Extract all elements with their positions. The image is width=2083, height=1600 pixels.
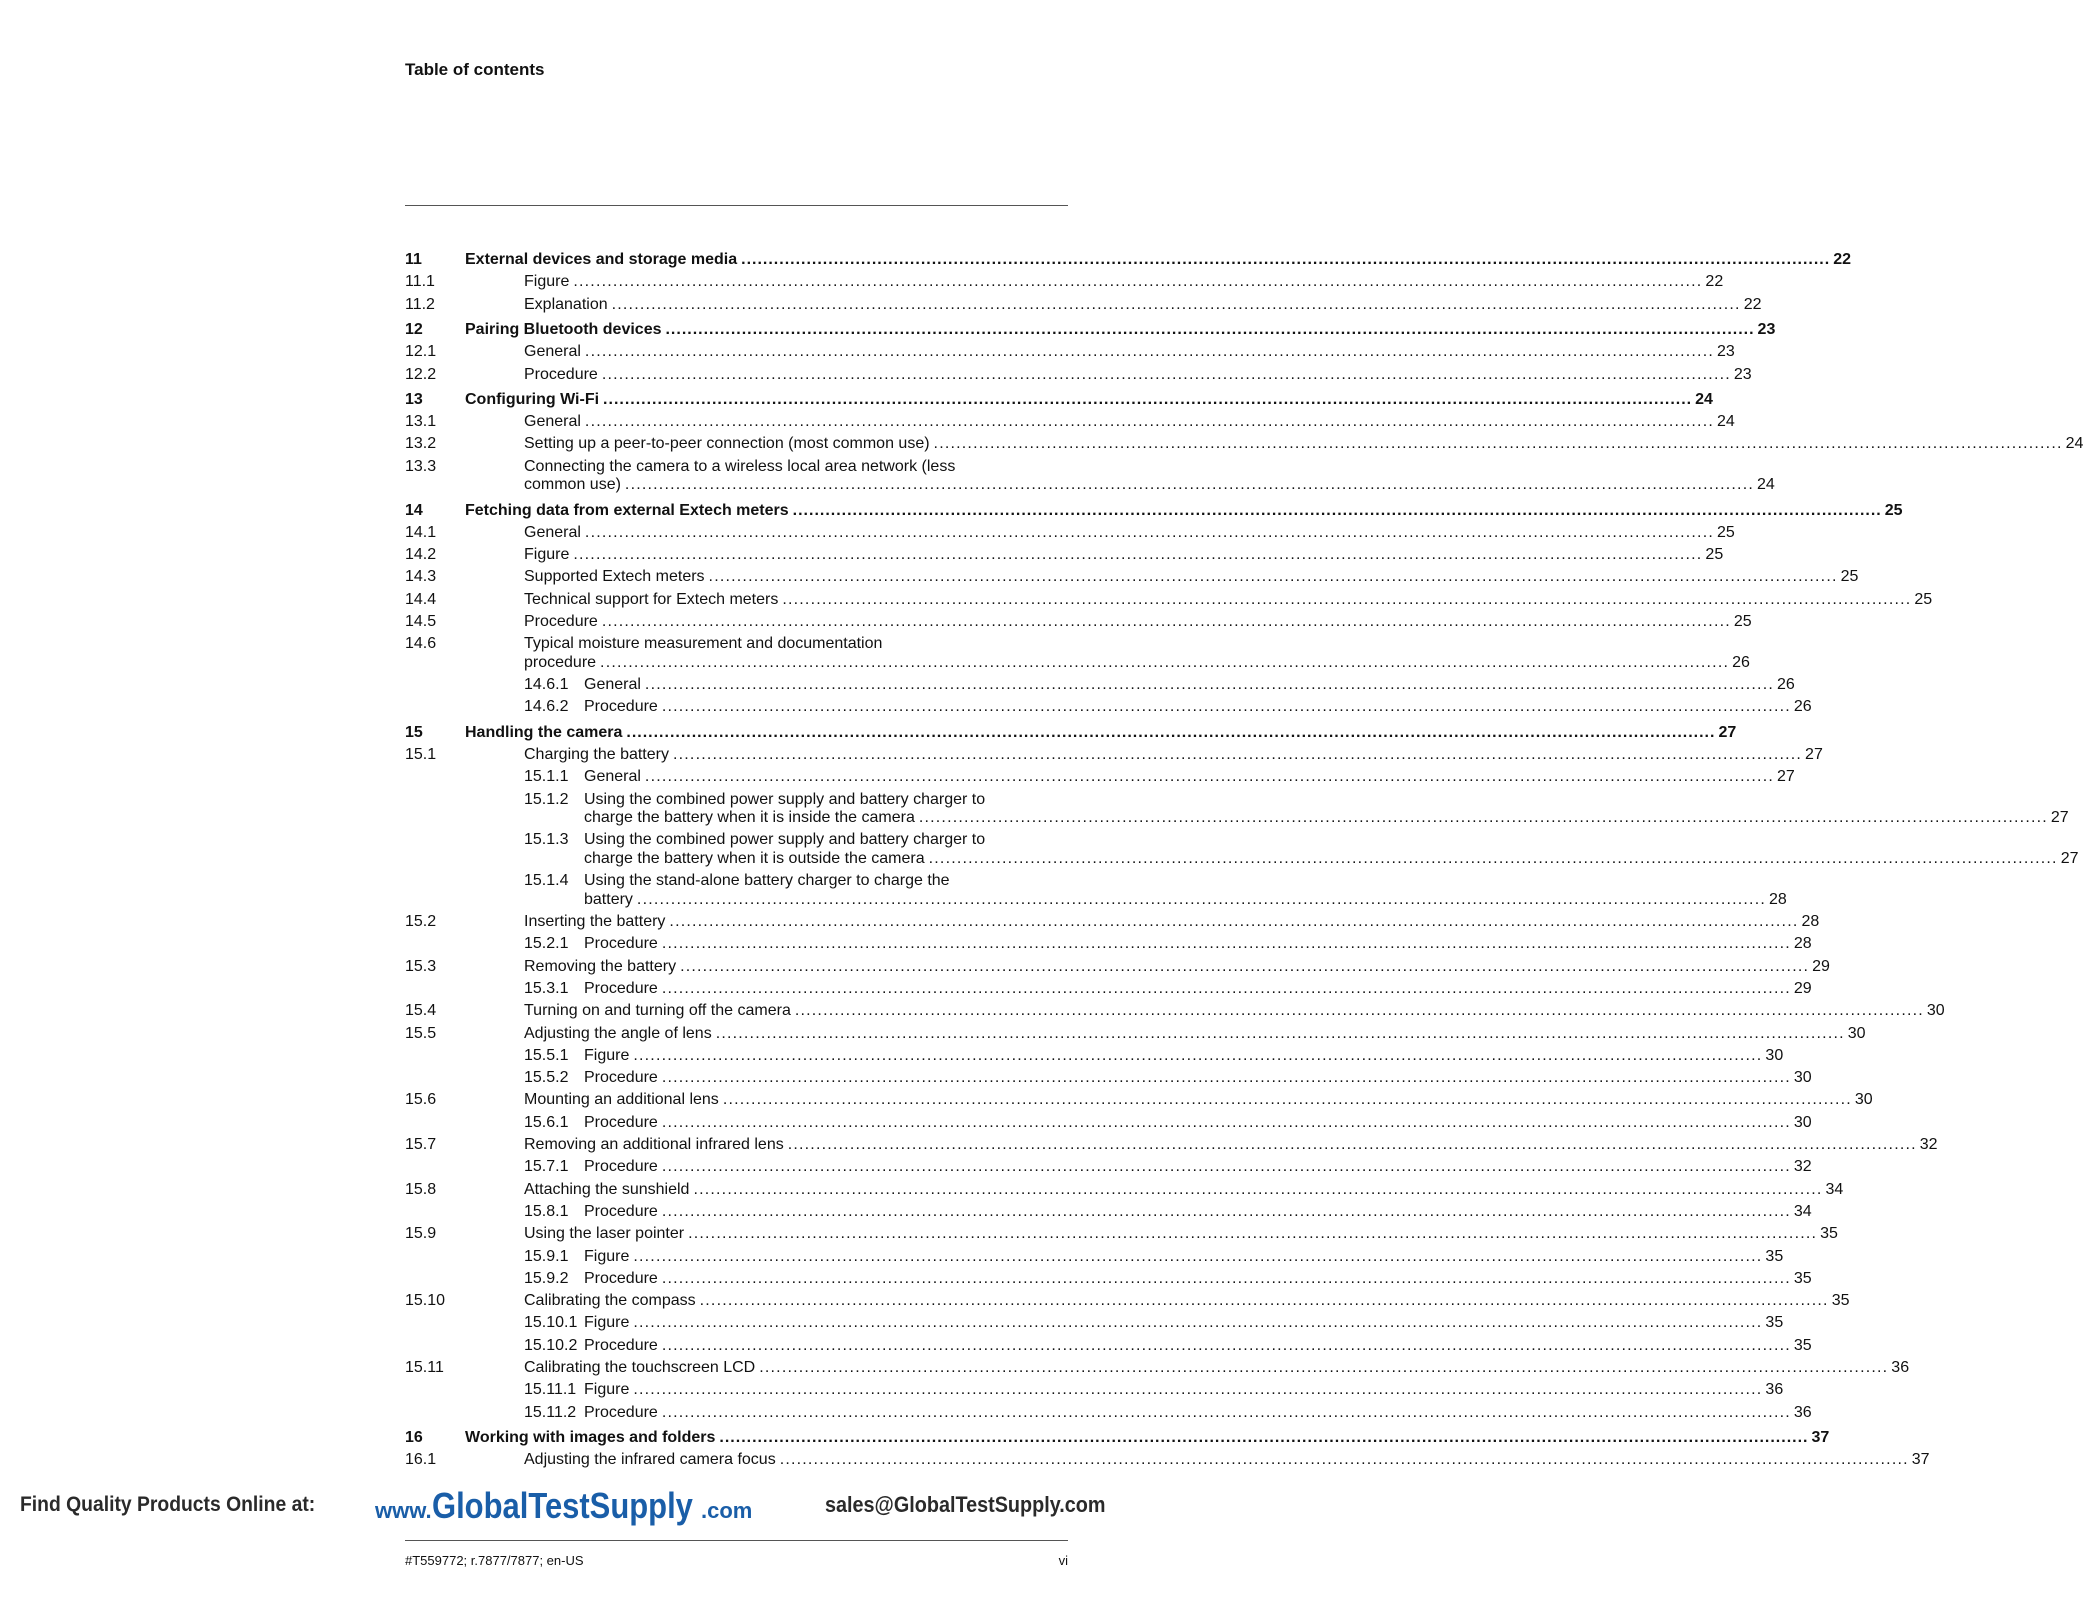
toc-entry-number: 15.11.1 bbox=[524, 1381, 577, 1399]
toc-dot-leader: ........................................................................................................................................................................................................ bbox=[633, 1247, 1763, 1265]
toc-entry-number: 12.2 bbox=[405, 365, 437, 383]
toc-entry-title: Procedure bbox=[584, 1269, 658, 1287]
toc-entry[interactable] bbox=[405, 957, 1830, 978]
toc-entry-title: Figure bbox=[584, 1314, 630, 1332]
toc-entry-title: Explanation bbox=[524, 295, 608, 313]
toc-entry-page: 22 bbox=[1743, 295, 1762, 313]
toc-dot-leader: ........................................................................................................................................................................................................ bbox=[636, 890, 1766, 908]
toc-entry-number: 15.2 bbox=[405, 913, 437, 930]
footer-divider bbox=[405, 1540, 1068, 1541]
toc-entry-number: 15.1.4 bbox=[524, 872, 569, 890]
toc-entry-title: Supported Extech meters bbox=[524, 568, 705, 586]
toc-entry-number: 15 bbox=[405, 723, 423, 741]
toc-entry[interactable] bbox=[405, 979, 1812, 1000]
toc-entry-page: 36 bbox=[1793, 1403, 1812, 1421]
toc-entry-page: 35 bbox=[1793, 1336, 1812, 1354]
toc-entry[interactable] bbox=[405, 1068, 1812, 1089]
toc-entry-number: 14 bbox=[405, 501, 423, 519]
toc-entry[interactable] bbox=[405, 545, 1724, 566]
toc-entry-title: battery bbox=[584, 890, 633, 908]
toc-dot-leader: ........................................................................................................................................................................................................ bbox=[933, 435, 2063, 453]
toc-entry[interactable] bbox=[405, 457, 1775, 496]
toc-entry[interactable] bbox=[405, 871, 1787, 910]
toc-entry-page: 37 bbox=[1911, 1451, 1930, 1469]
toc-entry-page: 27 bbox=[2050, 809, 2069, 827]
toc-entry-page: 27 bbox=[1776, 768, 1795, 786]
toc-entry[interactable] bbox=[405, 320, 1776, 341]
toc-entry-title: General bbox=[584, 676, 641, 694]
banner-tagline: Find Quality Products Online at: bbox=[20, 1493, 316, 1516]
toc-entry-page: 32 bbox=[1793, 1158, 1812, 1176]
toc-dot-leader: ........................................................................................................................................................................................................ bbox=[719, 1428, 1809, 1446]
toc-dot-leader: ........................................................................................................................................................................................................ bbox=[584, 343, 1714, 361]
toc-entry[interactable] bbox=[405, 1135, 1938, 1156]
toc-entry-page: 29 bbox=[1812, 957, 1830, 975]
toc-entry-page: 35 bbox=[1820, 1225, 1838, 1243]
toc-dot-leader: ........................................................................................................................................................................................................ bbox=[665, 320, 1755, 338]
toc-entry-title: Charging the battery bbox=[524, 746, 669, 763]
toc-entry[interactable] bbox=[405, 501, 1903, 522]
toc-entry[interactable] bbox=[405, 1313, 1784, 1334]
toc-entry-title: Adjusting the infrared camera focus bbox=[524, 1451, 776, 1469]
toc-dot-leader: ........................................................................................................................................................................................................ bbox=[708, 568, 1838, 586]
toc-entry[interactable] bbox=[405, 830, 2079, 869]
toc-entry-title: General bbox=[524, 523, 581, 541]
toc-entry-page: 24 bbox=[1716, 413, 1735, 431]
banner-email-link[interactable]: sales@GlobalTestSupply.com bbox=[825, 1492, 1106, 1517]
toc-entry-title: Calibrating the touchscreen LCD bbox=[524, 1359, 756, 1376]
toc-entry[interactable] bbox=[405, 1157, 1812, 1178]
toc-dot-leader: ........................................................................................................................................................................................................ bbox=[573, 546, 1703, 564]
toc-entry-page: 26 bbox=[1732, 653, 1750, 671]
toc-entry-title: Figure bbox=[584, 1046, 630, 1064]
toc-entry-number: 15.10 bbox=[405, 1292, 446, 1310]
toc-entry-title: Using the laser pointer bbox=[524, 1225, 685, 1243]
toc-entry-number: 15.5 bbox=[405, 1024, 437, 1042]
toc-entry-title: common use) bbox=[524, 476, 621, 494]
toc-entry-number: 14.6.2 bbox=[524, 698, 569, 716]
toc-dot-leader: ........................................................................................................................................................................................................ bbox=[715, 1024, 1845, 1042]
toc-entry-page: 30 bbox=[1765, 1046, 1784, 1064]
toc-entry-title: Procedure bbox=[584, 1202, 658, 1220]
banner-www: www. bbox=[375, 1498, 432, 1523]
toc-entry-title: Removing the battery bbox=[524, 957, 677, 975]
table-of-contents bbox=[405, 250, 2083, 1482]
toc-dot-leader: ........................................................................................................................................................................................................ bbox=[782, 590, 1912, 608]
toc-entry-title: General bbox=[584, 768, 641, 786]
toc-entry-number: 15.11 bbox=[405, 1359, 444, 1376]
toc-entry-page: 25 bbox=[1840, 568, 1859, 586]
toc-entry-title: Configuring Wi-Fi bbox=[465, 390, 600, 408]
toc-dot-leader: ........................................................................................................................................................................................................ bbox=[661, 1269, 1791, 1287]
toc-entry-title: Figure bbox=[584, 1247, 630, 1265]
toc-entry[interactable] bbox=[405, 1202, 1812, 1223]
toc-entry-title-line: Connecting the camera to a wireless local area network (less bbox=[524, 457, 956, 475]
toc-entry-page: 30 bbox=[1793, 1113, 1812, 1131]
toc-dot-leader: ........................................................................................................................................................................................................ bbox=[603, 390, 1693, 408]
toc-dot-leader: ........................................................................................................................................................................................................ bbox=[779, 1451, 1909, 1469]
toc-dot-leader: ........................................................................................................................................................................................................ bbox=[661, 1069, 1791, 1087]
toc-entry[interactable] bbox=[405, 1180, 1844, 1201]
toc-entry-number: 15.8.1 bbox=[524, 1202, 569, 1220]
toc-entry-page: 25 bbox=[1705, 546, 1724, 564]
toc-entry[interactable] bbox=[405, 1380, 1784, 1401]
toc-entry[interactable] bbox=[405, 634, 1750, 673]
toc-entry-title: Inserting the battery bbox=[524, 913, 666, 930]
toc-dot-leader: ........................................................................................................................................................................................................ bbox=[661, 935, 1791, 953]
toc-entry-title: Figure bbox=[524, 546, 570, 564]
toc-entry-page: 26 bbox=[1793, 698, 1812, 716]
toc-dot-leader: ........................................................................................................................................................................................................ bbox=[584, 523, 1714, 541]
toc-dot-leader: ........................................................................................................................................................................................................ bbox=[600, 653, 1730, 671]
toc-entry-title: charge the battery when it is outside the camera bbox=[584, 849, 925, 867]
toc-entry-page: 32 bbox=[1919, 1136, 1938, 1153]
toc-entry-title: Procedure bbox=[584, 1113, 658, 1131]
toc-entry-title: Setting up a peer-to-peer connection (most common use) bbox=[524, 435, 930, 453]
toc-entry-number: 15.5.1 bbox=[524, 1046, 569, 1064]
toc-dot-leader: ........................................................................................................................................................................................................ bbox=[611, 295, 1741, 313]
toc-entry-title: Turning on and turning off the camera bbox=[524, 1002, 791, 1020]
toc-entry[interactable] bbox=[405, 390, 1713, 411]
toc-entry-title: Pairing Bluetooth devices bbox=[465, 320, 662, 338]
toc-entry-page: 22 bbox=[1705, 273, 1724, 291]
toc-entry-number: 13.3 bbox=[405, 457, 437, 475]
banner-com: .com bbox=[701, 1498, 753, 1523]
toc-entry-title: Procedure bbox=[584, 1336, 658, 1354]
toc-entry-number: 15.1.3 bbox=[524, 831, 569, 849]
toc-dot-leader: ........................................................................................................................................................................................................ bbox=[584, 413, 1714, 431]
toc-entry-number: 15.10.1 bbox=[524, 1314, 578, 1332]
toc-entry-number: 11.2 bbox=[405, 295, 435, 313]
toc-dot-leader: ........................................................................................................................................................................................................ bbox=[918, 809, 2048, 827]
toc-entry-number: 15.9 bbox=[405, 1225, 437, 1243]
toc-entry[interactable] bbox=[405, 697, 1812, 718]
toc-entry-title: Technical support for Extech meters bbox=[524, 590, 779, 608]
toc-entry[interactable] bbox=[405, 1113, 1812, 1134]
toc-dot-leader: ........................................................................................................................................................................................................ bbox=[928, 849, 2058, 867]
toc-entry-number: 15.9.1 bbox=[524, 1247, 569, 1265]
toc-dot-leader: ........................................................................................................................................................................................................ bbox=[661, 979, 1791, 997]
toc-dot-leader: ........................................................................................................................................................................................................ bbox=[624, 476, 1754, 494]
toc-entry[interactable] bbox=[405, 272, 1724, 293]
toc-entry-number: 15.2.1 bbox=[524, 935, 569, 953]
toc-entry-page: 24 bbox=[1695, 390, 1713, 408]
toc-entry-page: 22 bbox=[1833, 251, 1851, 268]
toc-dot-leader: ........................................................................................................................................................................................................ bbox=[601, 365, 1731, 383]
toc-entry-page: 36 bbox=[1765, 1381, 1784, 1399]
toc-entry[interactable] bbox=[405, 612, 1752, 633]
toc-entry-title: Removing an additional infrared lens bbox=[524, 1136, 784, 1153]
toc-entry-title: Procedure bbox=[524, 365, 598, 383]
toc-entry-title-line: Typical moisture measurement and documentation bbox=[524, 635, 883, 653]
toc-dot-leader: ........................................................................................................................................................................................................ bbox=[759, 1359, 1889, 1376]
toc-entry-number: 15.7.1 bbox=[524, 1158, 569, 1176]
toc-dot-leader: ........................................................................................................................................................................................................ bbox=[661, 698, 1791, 716]
toc-entry-number: 15.1.2 bbox=[524, 790, 569, 808]
toc-dot-leader: ........................................................................................................................................................................................................ bbox=[741, 251, 1831, 268]
toc-dot-leader: ........................................................................................................................................................................................................ bbox=[661, 1403, 1791, 1421]
toc-entry-page: 23 bbox=[1733, 365, 1752, 383]
toc-entry[interactable] bbox=[405, 1247, 1784, 1268]
toc-entry[interactable] bbox=[405, 250, 1851, 271]
toc-entry-title: Figure bbox=[584, 1381, 630, 1399]
toc-entry-page: 27 bbox=[1718, 723, 1737, 741]
toc-entry-page: 24 bbox=[2065, 435, 2083, 453]
toc-entry[interactable] bbox=[405, 1090, 1873, 1111]
toc-entry-number: 15.3 bbox=[405, 957, 437, 975]
toc-dot-leader: ........................................................................................................................................................................................................ bbox=[792, 501, 1882, 519]
toc-entry-page: 25 bbox=[1884, 501, 1903, 519]
toc-entry-page: 30 bbox=[1854, 1091, 1873, 1109]
toc-entry-number: 15.11.2 bbox=[524, 1403, 577, 1421]
toc-entry-number: 11.1 bbox=[405, 273, 435, 291]
toc-entry[interactable] bbox=[405, 1046, 1784, 1067]
toc-entry-title: Attaching the sunshield bbox=[524, 1180, 690, 1198]
toc-entry-page: 23 bbox=[1716, 343, 1735, 361]
toc-entry-number: 15.9.2 bbox=[524, 1269, 569, 1287]
toc-entry-number: 16.1 bbox=[405, 1451, 437, 1469]
toc-entry[interactable] bbox=[405, 723, 1737, 744]
toc-entry-number: 15.6.1 bbox=[524, 1113, 569, 1131]
toc-entry-page: 29 bbox=[1793, 979, 1812, 997]
toc-entry[interactable] bbox=[405, 1428, 1830, 1449]
toc-entry[interactable] bbox=[405, 590, 1933, 611]
toc-entry-title-line: Using the combined power supply and battery charger to bbox=[584, 790, 986, 808]
toc-entry[interactable] bbox=[405, 1269, 1812, 1290]
toc-entry[interactable] bbox=[405, 790, 2069, 829]
toc-entry[interactable] bbox=[405, 434, 2083, 455]
toc-entry-number: 16 bbox=[405, 1428, 423, 1446]
toc-entry-number: 14.6.1 bbox=[524, 676, 569, 694]
toc-entry-title: Procedure bbox=[584, 935, 658, 953]
toc-entry-title: Procedure bbox=[584, 698, 658, 716]
toc-entry[interactable] bbox=[405, 1358, 1910, 1379]
toc-entry-number: 15.1.1 bbox=[524, 768, 569, 786]
toc-entry-page: 36 bbox=[1891, 1359, 1910, 1376]
toc-entry-page: 30 bbox=[1926, 1002, 1945, 1020]
toc-entry-title-line: Using the stand-alone battery charger to charge the bbox=[584, 872, 950, 890]
toc-entry-page: 35 bbox=[1793, 1269, 1812, 1287]
toc-entry[interactable] bbox=[405, 412, 1735, 433]
toc-entry[interactable] bbox=[405, 1336, 1812, 1357]
banner-website-link[interactable] bbox=[375, 1485, 752, 1527]
toc-entry-page: 28 bbox=[1801, 913, 1820, 930]
toc-entry-page: 34 bbox=[1825, 1180, 1844, 1198]
toc-dot-leader: ........................................................................................................................................................................................................ bbox=[626, 723, 1716, 741]
toc-entry-title: Calibrating the compass bbox=[524, 1292, 696, 1310]
toc-entry-title: Procedure bbox=[584, 1069, 658, 1087]
toc-dot-leader: ........................................................................................................................................................................................................ bbox=[601, 613, 1731, 630]
toc-entry[interactable] bbox=[405, 1291, 1850, 1312]
toc-entry-page: 25 bbox=[1716, 523, 1735, 541]
toc-entry-title: Working with images and folders bbox=[465, 1428, 716, 1446]
toc-dot-leader: ........................................................................................................................................................................................................ bbox=[661, 1158, 1791, 1176]
toc-entry[interactable] bbox=[405, 365, 1752, 386]
toc-entry-page: 25 bbox=[1733, 613, 1752, 630]
toc-entry-page: 28 bbox=[1793, 935, 1812, 953]
toc-entry-page: 28 bbox=[1768, 890, 1787, 908]
toc-entry-title: Procedure bbox=[584, 979, 658, 997]
toc-dot-leader: ........................................................................................................................................................................................................ bbox=[633, 1314, 1763, 1332]
toc-entry-number: 14.2 bbox=[405, 546, 437, 564]
toc-entry-number: 15.5.2 bbox=[524, 1069, 569, 1087]
toc-dot-leader: ........................................................................................................................................................................................................ bbox=[693, 1180, 1823, 1198]
toc-entry-page: 37 bbox=[1811, 1428, 1830, 1446]
promo-banner bbox=[0, 1485, 1132, 1525]
toc-entry[interactable] bbox=[405, 342, 1735, 363]
toc-dot-leader: ........................................................................................................................................................................................................ bbox=[661, 1113, 1791, 1131]
toc-entry-title: Figure bbox=[524, 273, 570, 291]
toc-dot-leader: ........................................................................................................................................................................................................ bbox=[661, 1336, 1791, 1354]
toc-entry[interactable] bbox=[405, 1001, 1945, 1022]
toc-entry-number: 13 bbox=[405, 390, 423, 408]
toc-entry-number: 15.6 bbox=[405, 1091, 437, 1109]
toc-entry-title: charge the battery when it is inside the camera bbox=[584, 809, 915, 827]
toc-entry-page: 30 bbox=[1847, 1024, 1866, 1042]
toc-entry-title: General bbox=[524, 343, 581, 361]
toc-dot-leader: ........................................................................................................................................................................................................ bbox=[669, 913, 1799, 930]
toc-entry-number: 15.4 bbox=[405, 1002, 437, 1020]
toc-entry-title: Mounting an additional lens bbox=[524, 1091, 719, 1109]
toc-entry[interactable] bbox=[405, 1224, 1838, 1245]
toc-entry-number: 13.2 bbox=[405, 435, 437, 453]
toc-dot-leader: ........................................................................................................................................................................................................ bbox=[644, 676, 1774, 694]
toc-entry-page: 35 bbox=[1765, 1314, 1784, 1332]
toc-entry[interactable] bbox=[405, 1450, 1930, 1471]
toc-dot-leader: ........................................................................................................................................................................................................ bbox=[661, 1202, 1791, 1220]
toc-entry-number: 12.1 bbox=[405, 343, 437, 361]
toc-entry-page: 26 bbox=[1776, 676, 1795, 694]
toc-entry-page: 23 bbox=[1757, 320, 1776, 338]
toc-entry-number: 11 bbox=[405, 251, 422, 268]
toc-entry-page: 30 bbox=[1793, 1069, 1812, 1087]
toc-entry-number: 15.3.1 bbox=[524, 979, 569, 997]
toc-entry[interactable] bbox=[405, 934, 1812, 955]
toc-entry-number: 15.1 bbox=[405, 746, 437, 763]
toc-entry-number: 14.3 bbox=[405, 568, 437, 586]
toc-entry-page: 34 bbox=[1793, 1202, 1812, 1220]
toc-entry-title: Handling the camera bbox=[465, 723, 623, 741]
toc-dot-leader: ........................................................................................................................................................................................................ bbox=[699, 1292, 1829, 1310]
toc-dot-leader: ........................................................................................................................................................................................................ bbox=[787, 1136, 1917, 1153]
toc-dot-leader: ........................................................................................................................................................................................................ bbox=[672, 746, 1803, 763]
document-id: #T559772; r.7877/7877; en-US bbox=[405, 1553, 584, 1568]
toc-entry-number: 15.10.2 bbox=[524, 1336, 578, 1354]
toc-entry-number: 15.8 bbox=[405, 1180, 437, 1198]
toc-entry-page: 27 bbox=[1805, 746, 1823, 763]
toc-dot-leader: ........................................................................................................................................................................................................ bbox=[633, 1381, 1763, 1399]
toc-entry[interactable] bbox=[405, 675, 1795, 696]
toc-entry-page: 35 bbox=[1831, 1292, 1850, 1310]
toc-entry-number: 13.1 bbox=[405, 413, 437, 431]
toc-dot-leader: ........................................................................................................................................................................................................ bbox=[794, 1002, 1924, 1020]
toc-entry-number: 14.5 bbox=[405, 613, 437, 630]
toc-entry[interactable] bbox=[405, 767, 1795, 788]
toc-entry-page: 24 bbox=[1756, 476, 1775, 494]
toc-entry-title: Procedure bbox=[584, 1403, 658, 1421]
toc-entry[interactable] bbox=[405, 912, 1820, 933]
toc-entry-title: Adjusting the angle of lens bbox=[524, 1024, 712, 1042]
toc-entry-number: 14.6 bbox=[405, 635, 437, 653]
toc-entry[interactable] bbox=[405, 1024, 1866, 1045]
toc-entry-title: procedure bbox=[524, 653, 597, 671]
toc-dot-leader: ........................................................................................................................................................................................................ bbox=[633, 1046, 1763, 1064]
toc-dot-leader: ........................................................................................................................................................................................................ bbox=[680, 957, 1810, 975]
toc-entry-number: 14.1 bbox=[405, 523, 437, 541]
toc-entry-number: 15.7 bbox=[405, 1136, 437, 1153]
toc-entry-title: Procedure bbox=[524, 613, 598, 630]
page-header-title: Table of contents bbox=[405, 60, 545, 79]
toc-entry[interactable] bbox=[405, 745, 1823, 766]
toc-entry-number: 12 bbox=[405, 320, 423, 338]
toc-entry-page: 35 bbox=[1765, 1247, 1784, 1265]
page-number: vi bbox=[1058, 1553, 1068, 1568]
toc-entry-title: General bbox=[524, 413, 581, 431]
toc-entry-title: Fetching data from external Extech meters bbox=[465, 501, 789, 519]
toc-entry-title: Procedure bbox=[584, 1158, 658, 1176]
toc-entry[interactable] bbox=[405, 1403, 1812, 1424]
banner-brand: GlobalTestSupply bbox=[431, 1485, 693, 1526]
toc-dot-leader: ........................................................................................................................................................................................................ bbox=[573, 273, 1703, 291]
toc-dot-leader: ........................................................................................................................................................................................................ bbox=[722, 1091, 1852, 1109]
toc-entry-title-line: Using the combined power supply and battery charger to bbox=[584, 831, 986, 849]
toc-entry[interactable] bbox=[405, 567, 1859, 588]
toc-dot-leader: ........................................................................................................................................................................................................ bbox=[688, 1225, 1818, 1243]
toc-entry-page: 27 bbox=[2060, 849, 2079, 867]
toc-entry[interactable] bbox=[405, 295, 1762, 316]
toc-entry-page: 25 bbox=[1914, 590, 1933, 608]
toc-dot-leader: ........................................................................................................................................................................................................ bbox=[644, 768, 1774, 786]
toc-entry[interactable] bbox=[405, 523, 1735, 544]
toc-entry-number: 14.4 bbox=[405, 590, 437, 608]
toc-entry-title: External devices and storage media bbox=[465, 251, 738, 268]
header-divider bbox=[405, 205, 1068, 206]
